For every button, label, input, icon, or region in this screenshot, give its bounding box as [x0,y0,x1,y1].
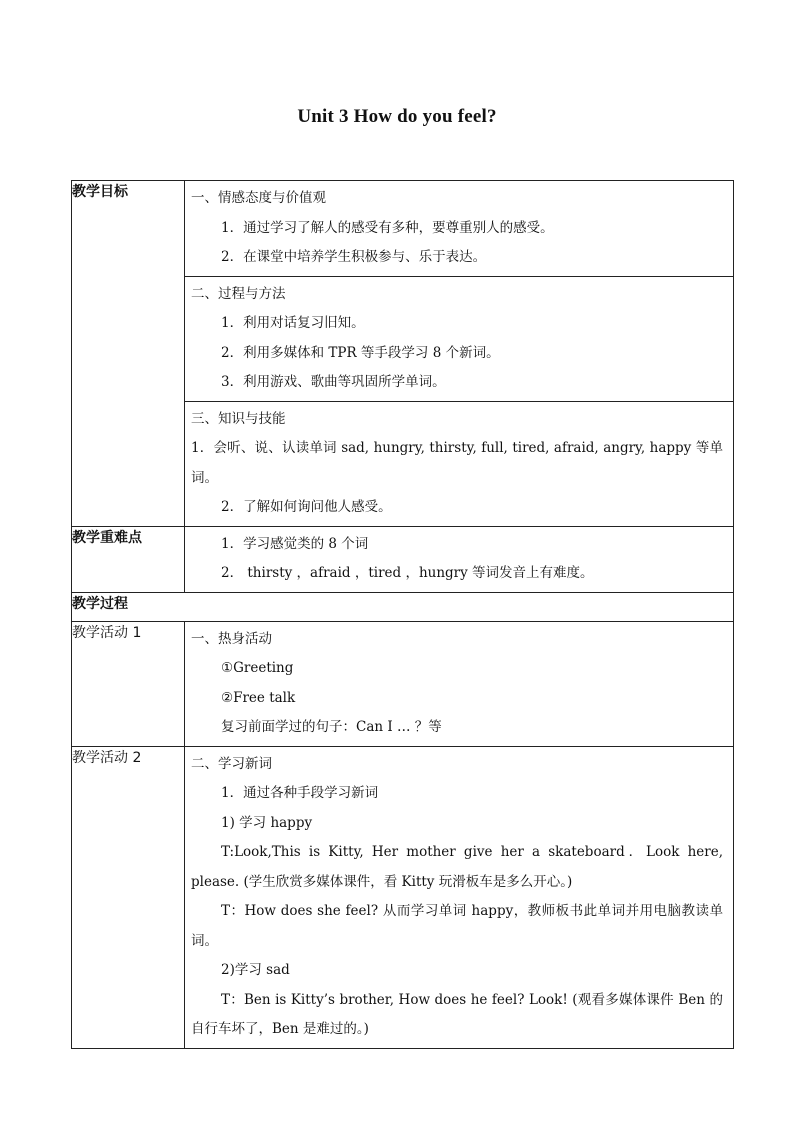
goals-row-1 [72,181,734,277]
section-heading: 二、学习新词 [191,755,272,772]
activity-line: 1) 学习 happy [221,814,313,831]
goals-section-2 [185,277,733,401]
goal-line: 1．会听、说、认读单词 sad, hungry, thirsty, full, tired, afraid, angry, happy 等单词。 [191,440,723,486]
goals-label: 教学目标 [72,181,185,527]
goal-line: 1．利用对话复习旧知。 [221,315,365,331]
activity-line: 2)学习 sad [221,962,290,978]
goal-line: 2．在课堂中培养学生积极参与、乐于表达。 [221,249,487,265]
goals-section-3 [185,402,733,526]
process-label: 教学过程 [72,592,734,621]
difficulties-label: 教学重难点 [72,526,185,592]
activity-2-label: 教学活动 2 [72,746,185,1048]
section-heading: 三、知识与技能 [191,410,286,427]
section-heading: 一、情感态度与价值观 [191,190,326,206]
lesson-plan-table [71,180,734,1049]
activity-line: ①Greeting [221,660,294,676]
document-title: Unit 3 How do you feel? [297,106,497,127]
activity-line: T：How does she feel? 从而学习单词 happy，教师板书此单词并用电脑教读单词。 [191,903,723,949]
activity-line: T：Ben is Kitty’s brother, How does he feel? Look! (观看多媒体课件 Ben 的自行车坏了，Ben 是难过的。) [191,991,723,1037]
goal-line: 1．通过学习了解人的感受有多种，要尊重别人的感受。 [221,219,554,236]
goal-line: 3．利用游戏、歌曲等巩固所学单词。 [221,374,446,390]
difficulty-line: 2． thirsty ，afraid ，tired ，hungry 等词发音上有难度。 [221,565,594,581]
activity-line: ②Free talk [221,689,296,706]
section-heading: 二、过程与方法 [191,285,286,302]
activity-line: 复习前面学过的句子：Can I … ？等 [221,719,442,735]
goal-line: 2．利用多媒体和 TPR 等手段学习 8 个新词。 [221,344,500,361]
activity-line: T:Look,This is Kitty, Her mother give her a skateboard．Look here, please. (学生欣赏多媒体课件，看 Kitty 玩滑板车是多么开心。) [191,844,723,890]
difficulties-row [72,526,734,592]
activity-1-label: 教学活动 1 [72,621,185,746]
difficulty-line: 1．学习感觉类的 8 个词 [221,535,369,552]
activity-2-row [72,746,734,1048]
goals-section-1 [185,181,733,276]
activity-line: 1．通过各种手段学习新词 [221,785,379,801]
process-row [72,592,734,621]
goal-line: 2．了解如何询问他人感受。 [221,499,392,515]
activity-1-row [72,621,734,746]
section-heading: 一、热身活动 [191,630,272,647]
